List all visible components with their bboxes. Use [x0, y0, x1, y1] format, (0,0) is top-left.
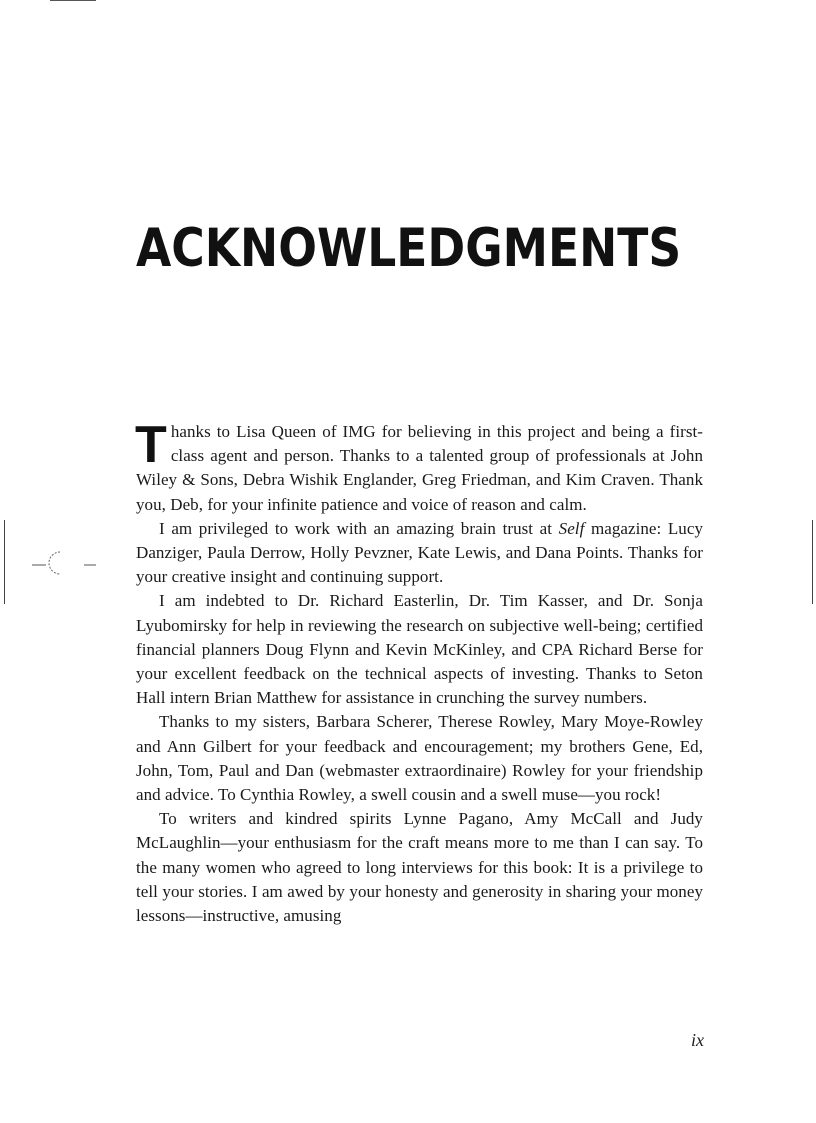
- paragraph-1: [135, 416, 703, 517]
- crop-mark-right: [812, 520, 813, 604]
- acknowledgments-body: [135, 416, 704, 928]
- paragraph-5: To writers and kindred spirits Lynne Pagano, Amy McCall and Judy McLaughlin—your enthusiasm for the craft means more to me than I can say. To the many women who agreed to long interviews for this book: It is a privilege to tell your stories. I am awed by your honesty and generosity in sharing your money lessons—instructive, amusing: [136, 809, 703, 926]
- paragraph-1-text: hanks to Lisa Queen of IMG for believing in this project and being a first-class agent and person. Thanks to a talented group of professionals at John Wiley & Sons, Debra Wishik Englander, Greg Friedman, and Kim Craven. Thank you, Deb, for your infinite patience and voice of reason and calm.: [136, 422, 703, 514]
- paragraph-2: [136, 517, 703, 590]
- paragraph-2-text-before: I am privileged to work with an amazing brain trust at: [159, 518, 559, 538]
- magazine-title: Self: [558, 518, 585, 538]
- crop-mark-left: [4, 520, 5, 604]
- paragraph-4: Thanks to my sisters, Barbara Scherer, Therese Rowley, Mary Moye-Rowley and Ann Gilbert for your feedback and encouragement; my brothers Gene, Ed, John, Tom, Paul and Dan (webmaster extraordinaire) Rowley for your friendship and advice. To Cynthia Rowley, a swell cousin and a swell muse—you rock!: [136, 712, 703, 805]
- paragraph-3: I am indebted to Dr. Richard Easterlin, Dr. Tim Kasser, and Dr. Sonja Lyubomirsky for help in reviewing the research on subjective well-being; certified financial planners Doug Flynn and Kevin McKinley, and CPA Richard Berse for your excellent feedback on the technical aspects of investing. Thanks to Seton Hall intern Brian Matthew for assistance in crunching the survey numbers.: [136, 591, 703, 708]
- drop-cap: T: [135, 416, 167, 474]
- registration-mark-icon: [32, 548, 98, 578]
- chapter-title: ACKNOWLEDGMENTS: [136, 218, 682, 279]
- paragraph-2-text-after: magazine: Lucy Danziger, Paula Derrow, Holly Pevzner, Kate Lewis, and Dana Points. Thanks for your creative insight and continuing support.: [136, 518, 704, 587]
- page-number: ix: [691, 1030, 704, 1050]
- crop-mark-top: [50, 0, 96, 1]
